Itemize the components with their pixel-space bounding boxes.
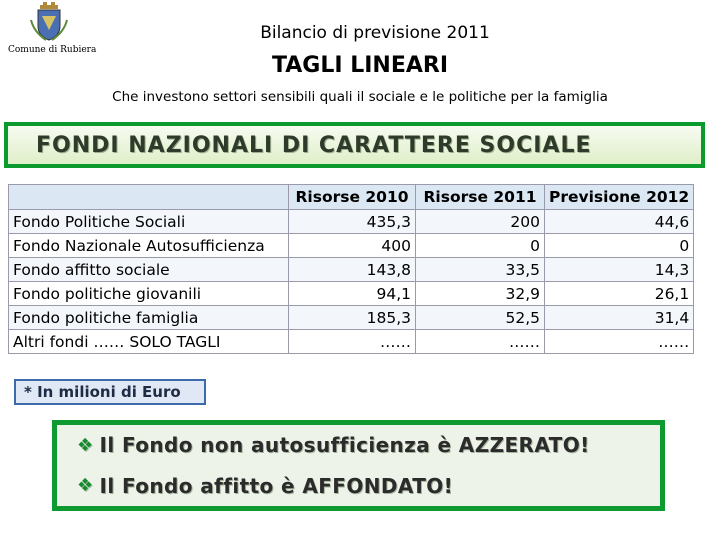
- column-header: Risorse 2010: [289, 185, 416, 210]
- section-banner: [4, 122, 705, 168]
- callout-bullet: [77, 474, 660, 498]
- diamond-bullet-icon: ❖: [77, 434, 94, 456]
- table-row: [9, 330, 694, 354]
- fund-name-cell: Fondo Politiche Sociali: [9, 210, 289, 234]
- callout-text: Il Fondo affitto è AFFONDATO!: [99, 473, 454, 498]
- value-cell: 0: [416, 234, 545, 258]
- table-row: [9, 306, 694, 330]
- value-cell: 400: [289, 234, 416, 258]
- commune-name: Comune di Rubiera: [8, 45, 97, 55]
- value-cell: 435,3: [289, 210, 416, 234]
- units-note: * In milioni di Euro: [14, 379, 206, 405]
- value-cell: 26,1: [545, 282, 694, 306]
- value-cell: 185,3: [289, 306, 416, 330]
- banner-text: FONDI NAZIONALI DI CARATTERE SOCIALE: [8, 126, 701, 164]
- value-cell: 0: [545, 234, 694, 258]
- value-cell: 44,6: [545, 210, 694, 234]
- fund-name-cell: Fondo Nazionale Autosufficienza: [9, 234, 289, 258]
- callout-content: [57, 425, 660, 506]
- value-cell: ……: [545, 330, 694, 354]
- value-cell: 200: [416, 210, 545, 234]
- fund-name-cell: Fondo politiche famiglia: [9, 306, 289, 330]
- value-cell: 14,3: [545, 258, 694, 282]
- table-row: [9, 258, 694, 282]
- fund-name-cell: Fondo politiche giovanili: [9, 282, 289, 306]
- value-cell: 33,5: [416, 258, 545, 282]
- diamond-bullet-icon: ❖: [77, 475, 94, 497]
- value-cell: 52,5: [416, 306, 545, 330]
- value-cell: 143,8: [289, 258, 416, 282]
- fund-name-cell: Fondo affitto sociale: [9, 258, 289, 282]
- value-cell: 94,1: [289, 282, 416, 306]
- value-cell: ……: [416, 330, 545, 354]
- column-header: [9, 185, 289, 210]
- document-title: Bilancio di previsione 2011: [260, 23, 490, 43]
- callout-box: [52, 420, 665, 511]
- value-cell: ……: [289, 330, 416, 354]
- fund-name-cell: Altri fondi …… SOLO TAGLI: [9, 330, 289, 354]
- table-row: [9, 234, 694, 258]
- value-cell: 32,9: [416, 282, 545, 306]
- funds-table: [8, 184, 694, 354]
- value-cell: 31,4: [545, 306, 694, 330]
- callout-bullet: [77, 433, 660, 457]
- table-header-row: [9, 185, 694, 210]
- table-row: [9, 210, 694, 234]
- column-header: Previsione 2012: [545, 185, 694, 210]
- page-subtitle: Che investono settori sensibili quali il sociale e le politiche per la famiglia: [112, 89, 608, 105]
- column-header: Risorse 2011: [416, 185, 545, 210]
- page-heading: TAGLI LINEARI: [271, 53, 449, 78]
- callout-text: Il Fondo non autosufficienza è AZZERATO!: [99, 433, 590, 458]
- table-row: [9, 282, 694, 306]
